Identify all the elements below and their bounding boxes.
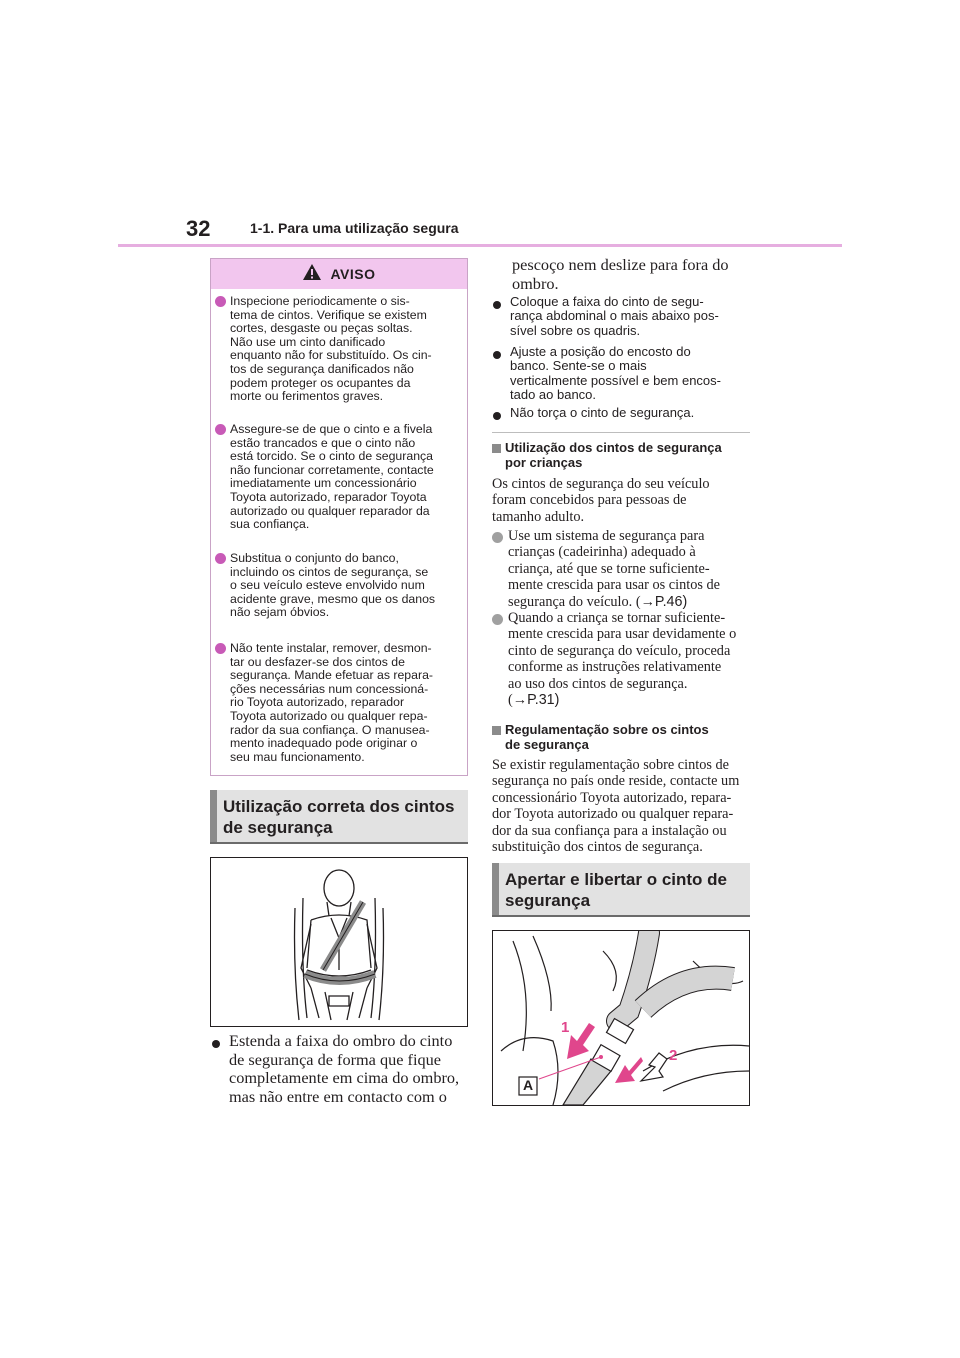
bullet-icon	[215, 643, 226, 654]
warning-box	[210, 258, 468, 776]
divider	[492, 432, 750, 433]
subheading-regulation: Regulamentação sobre os cintos de segurança	[505, 722, 709, 752]
page-number: 32	[186, 216, 211, 241]
regulation-text: Se existir regulamentação sobre cintos de segurança no país onde reside, contacte um concessionário Toyota autorizado, repara- dor Toyota autorizado ou qualquer repara- dor da sua confiança para a instalação ou substituição dos cintos de segurança.	[492, 757, 740, 856]
square-bullet-icon	[492, 444, 501, 453]
figure-label-1: 1	[561, 1019, 570, 1036]
children-item-1: Use um sistema de segurança para crianças (cadeirinha) adequado à criança, até que se torne suficiente- mente crescida para usar os cintos de segurança do veículo. (→P.46)	[508, 528, 720, 610]
bullet-icon	[493, 351, 501, 359]
seatbelt-figure-buckle	[492, 930, 750, 1106]
warning-item: Inspecione periodicamente o sis- tema de cintos. Verifique se existem cortes, desgaste ou peças soltas. Não use um cinto danificado enquanto não for substituído. Os cin- tos de segurança danificados não podem proteger os ocupantes da morte ou ferimentos graves.	[215, 295, 463, 404]
section-title: 1-1. Para uma utilização segura	[250, 220, 459, 236]
warning-header	[211, 259, 467, 289]
bullet-text: Não torça o cinto de segurança.	[510, 405, 695, 420]
bullet-icon	[492, 532, 503, 543]
page-reference-link[interactable]: P.46)	[654, 593, 688, 610]
seated-person-illustration	[211, 858, 467, 1026]
bullet-text: Estenda a faixa do ombro do cinto de segurança de forma que fique completamente em cima do ombro, mas não entre em contacto com o	[229, 1031, 460, 1106]
bullet-icon	[215, 424, 226, 435]
warning-item: Substitua o conjunto do banco, incluindo os cintos de segurança, se o seu veículo esteve envolvido num acidente grave, mesmo que os danos não sejam óbvios.	[215, 552, 463, 620]
section-heading-correct-use: Utilização correta dos cintos de segurança	[210, 790, 468, 844]
warning-title: AVISO	[330, 266, 376, 282]
bullet-icon	[493, 301, 501, 309]
warning-item: Não tente instalar, remover, desmon- tar ou desfazer-se dos cintos de segurança. Mande efetuar as repara- ções necessárias num concessioná- rio Toyota autorizado, reparador Toyota autorizado ou qualquer repa- rador da sua confiança. O manusea- mento inadequado pode originar o seu mau funcionamento.	[215, 642, 463, 764]
header-rule	[118, 244, 842, 247]
arrow-icon: →	[640, 593, 655, 610]
bullet-icon	[215, 553, 226, 564]
bullet-icon	[492, 614, 503, 625]
seatbelt-figure-person	[210, 857, 468, 1027]
bullet-text-continued: pescoço nem deslize para fora do ombro.	[512, 255, 729, 293]
arrow-icon: →	[512, 692, 528, 709]
figure-label-2: 2	[669, 1047, 678, 1064]
square-bullet-icon	[492, 726, 501, 735]
children-item-2: Quando a criança se tornar suficiente- mente crescida para usar devidamente o cinto de segurança do veículo, proceda conforme as instruções relativamente ao uso dos cintos de segurança. (→P.31)	[508, 610, 737, 709]
bullet-icon	[212, 1040, 220, 1048]
bullet-icon	[215, 296, 226, 307]
children-intro: Os cintos de segurança do seu veículo foram concebidos para pessoas de tamanho adulto.	[492, 476, 710, 525]
page-reference-link[interactable]: P.31)	[527, 692, 560, 709]
section-heading-fasten: Apertar e libertar o cinto de segurança	[492, 863, 750, 917]
bullet-icon	[493, 412, 501, 420]
warning-triangle-icon	[302, 263, 322, 286]
subheading-children: Utilização dos cintos de segurança por crianças	[505, 440, 722, 470]
bullet-text: Coloque a faixa do cinto de segu- rança abdominal o mais abaixo pos- sível sobre os quadris.	[510, 294, 719, 338]
figure-label-a: A	[523, 1077, 534, 1093]
bullet-text: Ajuste a posição do encosto do banco. Sente-se o mais verticalmente possível e bem encos- tado ao banco.	[510, 344, 721, 403]
warning-item: Assegure-se de que o cinto e a fivela estão trancados e que o cinto não está torcido. Se o cinto de segurança não funcionar corretamente, contacte imediatamente um concessionário Toyota autorizado, reparador Toyota autorizado ou qualquer reparador da sua confiança.	[215, 423, 463, 532]
